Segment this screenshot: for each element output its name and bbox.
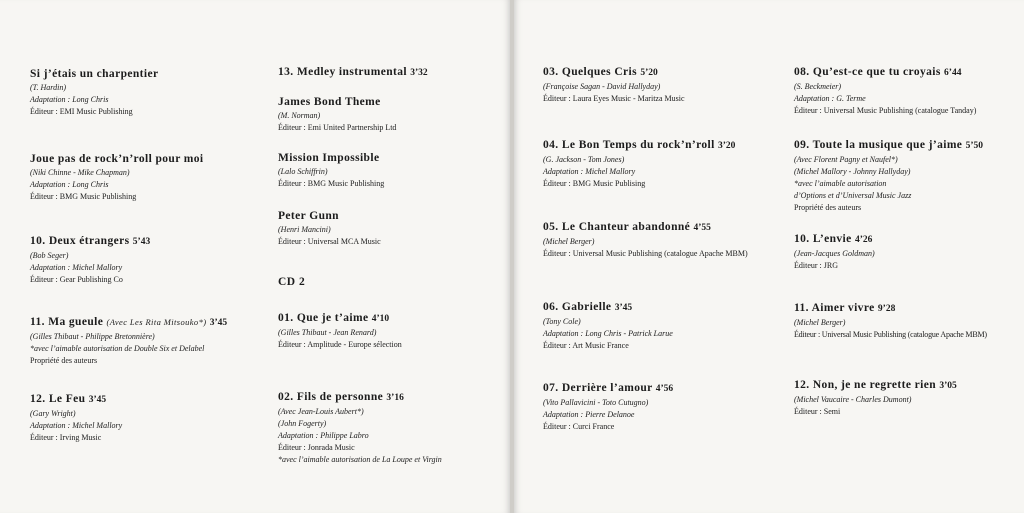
track-authors: (Michel Berger) [794,318,846,327]
track-authors: (Gilles Thibaut - Jean Renard) [278,328,377,337]
track-editor: Éditeur : Universal MCA Music [278,237,381,246]
track-title: 10. L’envie [794,233,852,245]
track-title: 03. Quelques Cris [543,66,638,78]
track-authors: (S. Beckmeier) [794,82,842,91]
track-editor: Éditeur : Irving Music [30,433,102,442]
track-title-row [543,138,803,154]
track-duration: 6’44 [944,68,962,78]
track-entry [30,315,290,367]
cd-heading: CD 2 [278,276,306,288]
track-title-row [278,311,538,327]
track-editor: Éditeur : Curci France [543,422,615,431]
track-entry [30,392,290,444]
track-duration: 3’16 [386,393,404,403]
track-title-row [794,138,1024,154]
track-entry [278,311,538,351]
track-adaptation: Adaptation : Philippe Labro [278,431,369,440]
track-title-row [794,378,1024,394]
track-editor: Éditeur : Laura Eyes Music - Maritza Music [543,94,685,103]
track-adaptation: Adaptation : Long Chris - Patrick Larue [543,329,673,338]
track-adaptation: Adaptation : Michel Mallory [543,167,636,176]
track-editor: Éditeur : Universal Music Publishing (catalogue Tanday) [794,106,977,115]
track-adaptation: Adaptation : Pierre Delanoe [543,410,635,419]
track-title: 11. Aimer vivre [794,302,875,314]
track-title: 13. Medley instrumental [278,66,407,78]
track-authors: (Henri Mancini) [278,225,331,234]
track-note: *avec l’aimable autorisation [794,179,887,188]
track-duration: 3’45 [88,395,107,405]
track-duration: 5’20 [640,68,658,78]
left-page [0,0,510,513]
track-editor: Éditeur : Universal Music Publishing (catalogue Apache MBM) [794,330,987,339]
track-title-row [278,390,538,406]
track-title-row [794,232,1024,248]
track-title: 10. Deux étrangers [30,235,130,247]
track-authors: (Gilles Thibaut - Philippe Bretonnière) [30,332,155,341]
track-adaptation: Adaptation : Long Chris [30,180,109,189]
track-entry [543,138,803,190]
track-featuring: (Avec Les Rita Mitsouko*) [106,317,207,327]
track-duration: 4’55 [693,223,711,233]
track-authors: (Lalo Schiffrin) [278,167,328,176]
track-title-row [278,65,538,81]
track-authors: (Françoise Sagan - David Hallyday) [543,82,661,91]
track-authors: (Gary Wright) [30,409,76,418]
track-title-row [794,301,1024,317]
track-entry [30,152,290,203]
track-editor: Éditeur : BMG Music Publising [543,179,646,188]
right-page [514,0,1024,513]
track-editor: Éditeur : JRG [794,261,838,270]
track-editor: Éditeur : Art Music France [543,341,629,350]
track-title: 06. Gabrielle [543,301,612,313]
track-featuring: (Avec Jean-Louis Aubert*) [278,407,364,416]
track-duration: 4’26 [854,235,873,245]
track-duration: 3’32 [410,68,428,78]
track-authors: (Michel Berger) [543,237,595,246]
track-duration: 3’45 [209,318,228,328]
track-entry [278,95,538,134]
track-entry [794,65,1024,117]
track-editor: Éditeur : Emi United Partnership Ltd [278,123,397,132]
track-authors: (Niki Chinne - Mike Chapman) [30,168,130,177]
track-title-row [794,65,1024,81]
track-authors: (Jean-Jacques Goldman) [794,249,875,258]
track-title: Si j’étais un charpentier [30,68,159,80]
track-editor: Éditeur : Amplitude - Europe sélection [278,340,402,349]
track-title: James Bond Theme [278,96,381,108]
track-title: 08. Qu’est-ce que tu croyais [794,66,941,78]
track-title-row [30,234,290,250]
track-editor: Éditeur : BMG Music Publishing [278,179,385,188]
track-authors: (M. Norman) [278,111,321,120]
track-duration: 9’28 [877,304,896,314]
track-adaptation: Adaptation : Long Chris [30,95,109,104]
track-authors: (Michel Mallory - Johnny Hallyday) [794,167,911,176]
track-title: 09. Toute la musique que j’aime [794,139,963,151]
track-note: d’Options et d’Universal Music Jazz [794,191,912,200]
track-editor: Éditeur : Jonrada Music [278,443,355,452]
track-entry [543,65,803,105]
track-authors: (T. Hardin) [30,83,66,92]
track-duration: 5’43 [132,237,151,247]
track-duration: 3’05 [939,381,957,391]
track-title: 07. Derrière l’amour [543,382,653,394]
track-title-row [543,381,803,397]
track-entry [794,138,1024,214]
track-entry [543,220,803,260]
track-title: Peter Gunn [278,210,339,222]
track-entry [543,300,803,352]
track-title-row [30,392,290,408]
track-entry [278,209,538,248]
track-entry [30,234,290,286]
track-entry [794,378,1024,418]
track-entry [543,381,803,433]
track-title-row [543,65,803,81]
track-note: *avec l’aimable autorisation de La Loupe et Virgin [278,455,442,464]
track-title: 11. Ma gueule [30,316,104,328]
track-title: 12. Non, je ne regrette rien [794,379,937,391]
track-authors: (Bob Seger) [30,251,69,260]
track-note: *avec l’aimable autorisation de Double Six et Delabel [30,344,205,353]
track-title: 02. Fils de personne [278,391,384,403]
track-authors: (G. Jackson - Tom Jones) [543,155,625,164]
track-duration: 3’20 [718,141,736,151]
track-title-row [30,315,290,331]
track-editor: Éditeur : Universal Music Publishing (catalogue Apache MBM) [543,249,748,258]
track-duration: 3’45 [614,303,633,313]
track-title: 01. Que je t’aime [278,312,369,324]
track-authors: (John Fogerty) [278,419,327,428]
track-editor: Éditeur : Semi [794,407,841,416]
track-title-row [543,300,803,316]
track-title: 05. Le Chanteur abandonné [543,221,691,233]
track-title: Mission Impossible [278,152,380,164]
track-rights: Propriété des auteurs [794,203,862,212]
track-adaptation: Adaptation : Michel Mallory [30,263,123,272]
track-duration: 4’10 [371,314,390,324]
track-editor: Éditeur : BMG Music Publishing [30,192,137,201]
track-authors: (Michel Vaucaire - Charles Dumont) [794,395,912,404]
track-featuring: (Avec Florent Pagny et Naufel*) [794,155,898,164]
track-editor: Éditeur : Gear Publishing Co [30,275,123,284]
track-title: Joue pas de rock’n’roll pour moi [30,153,204,165]
track-rights: Propriété des auteurs [30,356,98,365]
track-authors: (Vito Pallavicini - Toto Cutugno) [543,398,649,407]
track-title: 04. Le Bon Temps du rock’n’roll [543,139,715,151]
track-entry [794,301,1024,341]
track-duration: 4’56 [655,384,674,394]
track-entry [278,151,538,190]
track-title-row [543,220,803,236]
track-entry [794,232,1024,272]
track-duration: 5’50 [965,141,984,151]
track-entry [278,390,538,466]
track-entry [30,67,290,118]
track-adaptation: Adaptation : G. Terme [794,94,866,103]
track-authors: (Tony Cole) [543,317,581,326]
track-editor: Éditeur : EMI Music Publishing [30,107,133,116]
track-title: 12. Le Feu [30,393,86,405]
track-entry [278,65,538,81]
track-adaptation: Adaptation : Michel Mallory [30,421,123,430]
